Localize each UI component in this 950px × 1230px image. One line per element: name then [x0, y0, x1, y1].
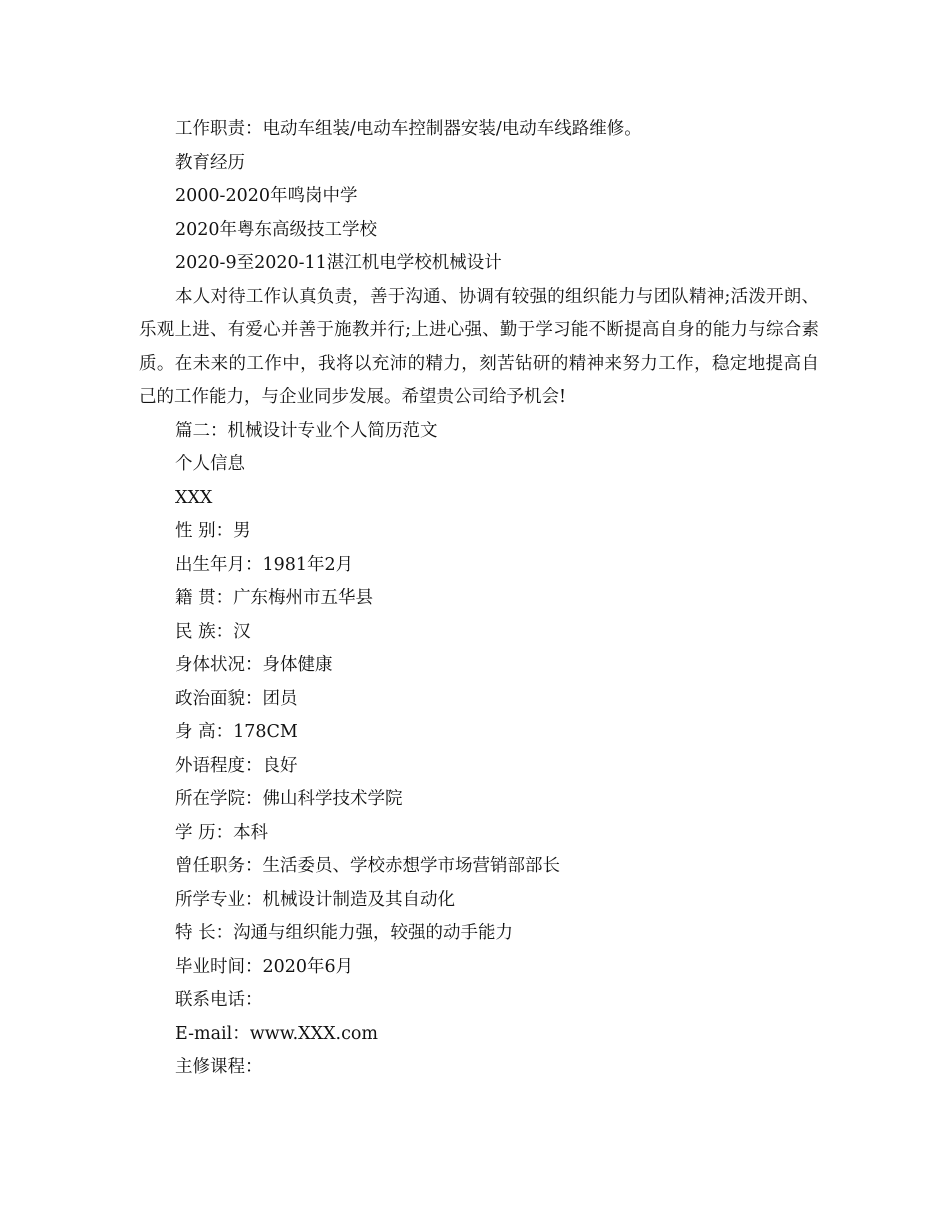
height-line: 身 高：178CM	[175, 722, 298, 742]
education-entry: 2020-9至2020-11湛江机电学校机械设计	[175, 253, 502, 273]
education-entry: 2000-2020年鸣岗中学	[175, 186, 358, 206]
political-status-line: 政治面貌：团员	[175, 688, 298, 709]
positions-held-line: 曾任职务：生活委员、学校赤想学市场营销部部长	[175, 856, 560, 876]
email-line: E-mail：www.XXX.com	[175, 1023, 379, 1044]
personal-info-heading: 个人信息	[175, 454, 245, 474]
strengths-line: 特 长：沟通与组织能力强，较强的动手能力	[175, 923, 514, 943]
language-level-line: 外语程度：良好	[175, 755, 298, 776]
education-entry: 2020年粤东高级技工学校	[175, 219, 378, 240]
ethnicity-line: 民 族：汉	[175, 621, 251, 642]
degree-line: 学 历：本科	[175, 822, 269, 843]
graduation-date-line: 毕业时间：2020年6月	[175, 956, 354, 977]
document-body	[139, 113, 819, 1085]
name-line: XXX	[175, 487, 213, 508]
education-heading: 教育经历	[175, 152, 245, 173]
section-title: 篇二：机械设计专业个人简历范文	[175, 420, 438, 441]
major-line: 所学专业：机械设计制造及其自动化	[175, 889, 455, 910]
health-line: 身体状况：身体健康	[175, 655, 333, 675]
gender-line: 性 别：男	[175, 521, 251, 541]
college-line: 所在学院：佛山科学技术学院	[175, 789, 403, 809]
native-place-line: 籍 贯：广东梅州市五华县	[175, 588, 374, 608]
job-duties-line: 工作职责：电动车组装/电动车控制器安装/电动车线路维修。	[175, 119, 642, 139]
self-evaluation-paragraph: 本人对待工作认真负责，善于沟通、协调有较强的组织能力与团队精神;活泼开朗、乐观上进、有爱心并善于施教并行;上进心强、勤于学习能不断提高自身的能力与综合素质。在未来的工作中，我将以充沛的精力，刻苦钻研的精神来努力工作，稳定地提高自己的工作能力，与企业同步发展。希望贵公司给予机会!	[139, 286, 819, 407]
main-courses-line: 主修课程：	[175, 1057, 263, 1077]
phone-line: 联系电话：	[175, 990, 263, 1010]
birth-date-line: 出生年月：1981年2月	[175, 554, 354, 575]
